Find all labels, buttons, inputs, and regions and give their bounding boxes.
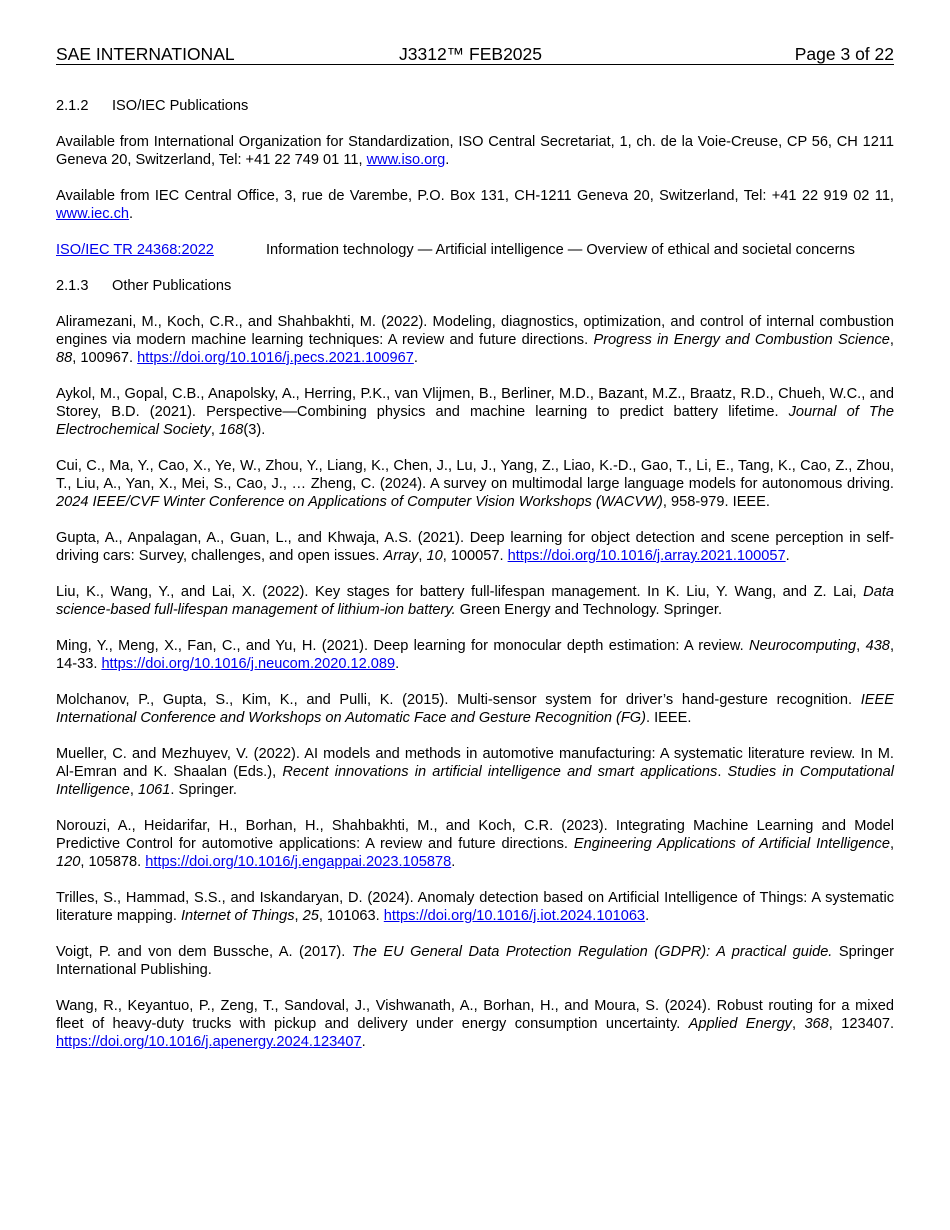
- ref-volume: 88: [56, 350, 73, 366]
- ref-text: , 123407.: [828, 1016, 895, 1032]
- reference-entry: [56, 637, 894, 673]
- doi-link[interactable]: https://doi.org/10.1016/j.array.2021.100057: [507, 548, 786, 564]
- header-organization: SAE INTERNATIONAL: [56, 44, 235, 64]
- ref-text: . IEEE.: [646, 710, 692, 726]
- ref-series: Studies in Computational Intelligence: [56, 764, 895, 798]
- ref-text: ,: [129, 782, 138, 798]
- ref-text: , 100057.: [442, 548, 508, 564]
- ref-text: Green Energy and Technology. Springer.: [455, 602, 723, 618]
- ref-text: Norouzi, A., Heidarifar, H., Borhan, H., Shahbakhti, M., and Koch, C.R. (2023). Integrating Machine Learning and Model Predictive Control for automotive applications: A review and future directions.: [56, 818, 894, 852]
- ref-journal: Applied Energy: [688, 1016, 792, 1032]
- reference-entry: [56, 457, 894, 511]
- reference-entry: [56, 583, 894, 619]
- ref-text: , 14-33.: [56, 638, 894, 672]
- ref-text: .: [785, 548, 790, 564]
- ref-text: .: [361, 1034, 366, 1050]
- ref-volume: 1061: [137, 782, 171, 798]
- header-page-number: Page 3 of 22: [794, 44, 894, 64]
- ref-volume: 10: [426, 548, 443, 564]
- ref-volume: 168: [219, 422, 244, 438]
- ref-journal: Engineering Applications of Artificial Intelligence: [573, 836, 890, 852]
- ref-volume: 368: [804, 1016, 829, 1032]
- reference-entry: [56, 385, 894, 439]
- section-number: 2.1.2: [56, 98, 89, 114]
- doi-link[interactable]: https://doi.org/10.1016/j.apenergy.2024.123407: [56, 1034, 362, 1050]
- section-heading-2-1-3: [56, 277, 894, 295]
- ref-text: Molchanov, P., Gupta, S., Kim, K., and Pulli, K. (2015). Multi-sensor system for driver’s hand-gesture recognition.: [56, 692, 861, 708]
- ref-text: ,: [210, 422, 220, 438]
- iec-link[interactable]: www.iec.ch: [56, 206, 129, 222]
- doi-link[interactable]: https://doi.org/10.1016/j.iot.2024.101063: [383, 908, 646, 924]
- iso-end: .: [445, 152, 450, 168]
- ref-journal: 2024 IEEE/CVF Winter Conference on Applications of Computer Vision Workshops (WACVW): [56, 494, 663, 510]
- ref-book-title: Data science-based full-lifespan management of lithium-ion battery.: [56, 584, 894, 618]
- iso-link[interactable]: www.iso.org: [366, 152, 446, 168]
- ref-text: Ming, Y., Meng, X., Fan, C., and Yu, H. (2021). Deep learning for monocular depth estimation: A review.: [56, 638, 750, 654]
- section-title: Other Publications: [112, 278, 232, 294]
- ref-book-title: The EU General Data Protection Regulation (GDPR): A practical guide.: [351, 944, 833, 960]
- ref-text: Springer International Publishing.: [56, 944, 895, 978]
- ref-text: Aliramezani, M., Koch, C.R., and Shahbakhti, M. (2022). Modeling, diagnostics, optimization, and control of internal combustion engines via modern machine learning techniques: A review and future directions.: [56, 314, 894, 348]
- ref-text: ,: [856, 638, 866, 654]
- ref-journal: Internet of Things: [180, 908, 295, 924]
- iec-end: .: [129, 206, 134, 222]
- ref-text: , 105878.: [80, 854, 146, 870]
- ref-journal: Journal of The Electrochemical Society: [56, 404, 895, 438]
- reference-entry: [56, 889, 894, 925]
- ref-journal: Array: [383, 548, 419, 564]
- ref-text: ,: [791, 1016, 805, 1032]
- ref-journal: IEEE International Conference and Workshops on Automatic Face and Gesture Recognition (FG): [56, 692, 894, 726]
- standard-title: Information technology — Artificial intelligence — Overview of ethical and societal concerns: [266, 242, 855, 258]
- iec-availability: [56, 187, 894, 223]
- ref-book-title: Recent innovations in artificial intelligence and smart applications: [282, 764, 718, 780]
- standard-entry: [56, 241, 894, 259]
- ref-text: Wang, R., Keyantuo, P., Zeng, T., Sandoval, J., Vishwanath, A., Borhan, H., and Moura, S. (2024). Robust routing for a mixed fleet of heavy-duty trucks with pickup and delivery under energy consumption uncertainty.: [56, 998, 894, 1032]
- ref-volume: 25: [302, 908, 319, 924]
- ref-journal: Progress in Energy and Combustion Science: [593, 332, 890, 348]
- ref-text: .: [645, 908, 650, 924]
- ref-text: ,: [294, 908, 303, 924]
- ref-text: .: [451, 854, 456, 870]
- page-content: [56, 97, 894, 1069]
- reference-entry: [56, 997, 894, 1051]
- ref-text: (3).: [243, 422, 266, 438]
- ref-text: ,: [889, 332, 894, 348]
- ref-text: Aykol, M., Gopal, C.B., Anapolsky, A., Herring, P.K., van Vlijmen, B., Berliner, M.D., Bazant, M.Z., Braatz, R.D., Chueh, W.C., and Storey, B.D. (2021). Perspective—Combining physics and machine learning to predict battery lifetime.: [56, 386, 894, 420]
- ref-text: .: [413, 350, 418, 366]
- ref-text: Voigt, P. and von dem Bussche, A. (2017).: [56, 944, 352, 960]
- ref-journal: Neurocomputing: [749, 638, 857, 654]
- ref-text: , 100967.: [72, 350, 138, 366]
- standard-id-link[interactable]: ISO/IEC TR 24368:2022: [56, 242, 214, 258]
- ref-text: , 958-979. IEEE.: [662, 494, 770, 510]
- ref-text: ,: [889, 836, 894, 852]
- doi-link[interactable]: https://doi.org/10.1016/j.pecs.2021.100967: [137, 350, 414, 366]
- reference-entry: [56, 691, 894, 727]
- reference-entry: [56, 313, 894, 367]
- ref-volume: 120: [56, 854, 81, 870]
- page-header: [56, 44, 894, 65]
- ref-text: Gupta, A., Anpalagan, A., Guan, L., and Khwaja, A.S. (2021). Deep learning for object detection and scene perception in self-driving cars: Survey, challenges, and open issues.: [56, 530, 894, 564]
- header-document-number: J3312™ FEB2025: [399, 44, 543, 64]
- reference-entry: [56, 529, 894, 565]
- ref-text: , 101063.: [318, 908, 384, 924]
- iso-availability: [56, 133, 894, 169]
- doi-link[interactable]: https://doi.org/10.1016/j.neucom.2020.12.089: [101, 656, 396, 672]
- reference-entry: [56, 745, 894, 799]
- iec-text: Available from IEC Central Office, 3, rue de Varembe, P.O. Box 131, CH-1211 Geneva 20, Switzerland, Tel: +41 22 919 02 11,: [56, 188, 894, 204]
- ref-text: Cui, C., Ma, Y., Cao, X., Ye, W., Zhou, Y., Liang, K., Chen, J., Lu, J., Yang, Z., Liao, K.-D., Gao, T., Li, E., Tang, K., Cao, Z., Zhou, T., Liu, A., Yan, X., Mei, S., Cao, J., … Zheng, C. (2024). A survey on multimodal large language models for autonomous driving.: [56, 458, 894, 492]
- ref-volume: 438: [865, 638, 890, 654]
- reference-entry: [56, 943, 894, 979]
- ref-text: Mueller, C. and Mezhuyev, V. (2022). AI models and methods in automotive manufacturing: A systematic literature review. In M. Al-Emran and K. Shaalan (Eds.),: [56, 746, 894, 780]
- section-number: 2.1.3: [56, 278, 89, 294]
- ref-text: .: [395, 656, 400, 672]
- ref-text: .: [717, 764, 728, 780]
- ref-text: Liu, K., Wang, Y., and Lai, X. (2022). Key stages for battery full-lifespan management. In K. Liu, Y. Wang, and Z. Lai,: [56, 584, 864, 600]
- reference-entry: [56, 817, 894, 871]
- ref-text: ,: [418, 548, 427, 564]
- doi-link[interactable]: https://doi.org/10.1016/j.engappai.2023.105878: [145, 854, 452, 870]
- ref-text: . Springer.: [170, 782, 237, 798]
- ref-text: Trilles, S., Hammad, S.S., and Iskandaryan, D. (2024). Anomaly detection based on Artificial Intelligence of Things: A systematic literature mapping.: [56, 890, 894, 924]
- section-heading-2-1-2: [56, 97, 894, 115]
- iso-text: Available from International Organization for Standardization, ISO Central Secretariat, 1, ch. de la Voie-Creuse, CP 56, CH 1211 Geneva 20, Switzerland, Tel: +41 22 749 01 11,: [56, 134, 894, 168]
- section-title: ISO/IEC Publications: [112, 98, 249, 114]
